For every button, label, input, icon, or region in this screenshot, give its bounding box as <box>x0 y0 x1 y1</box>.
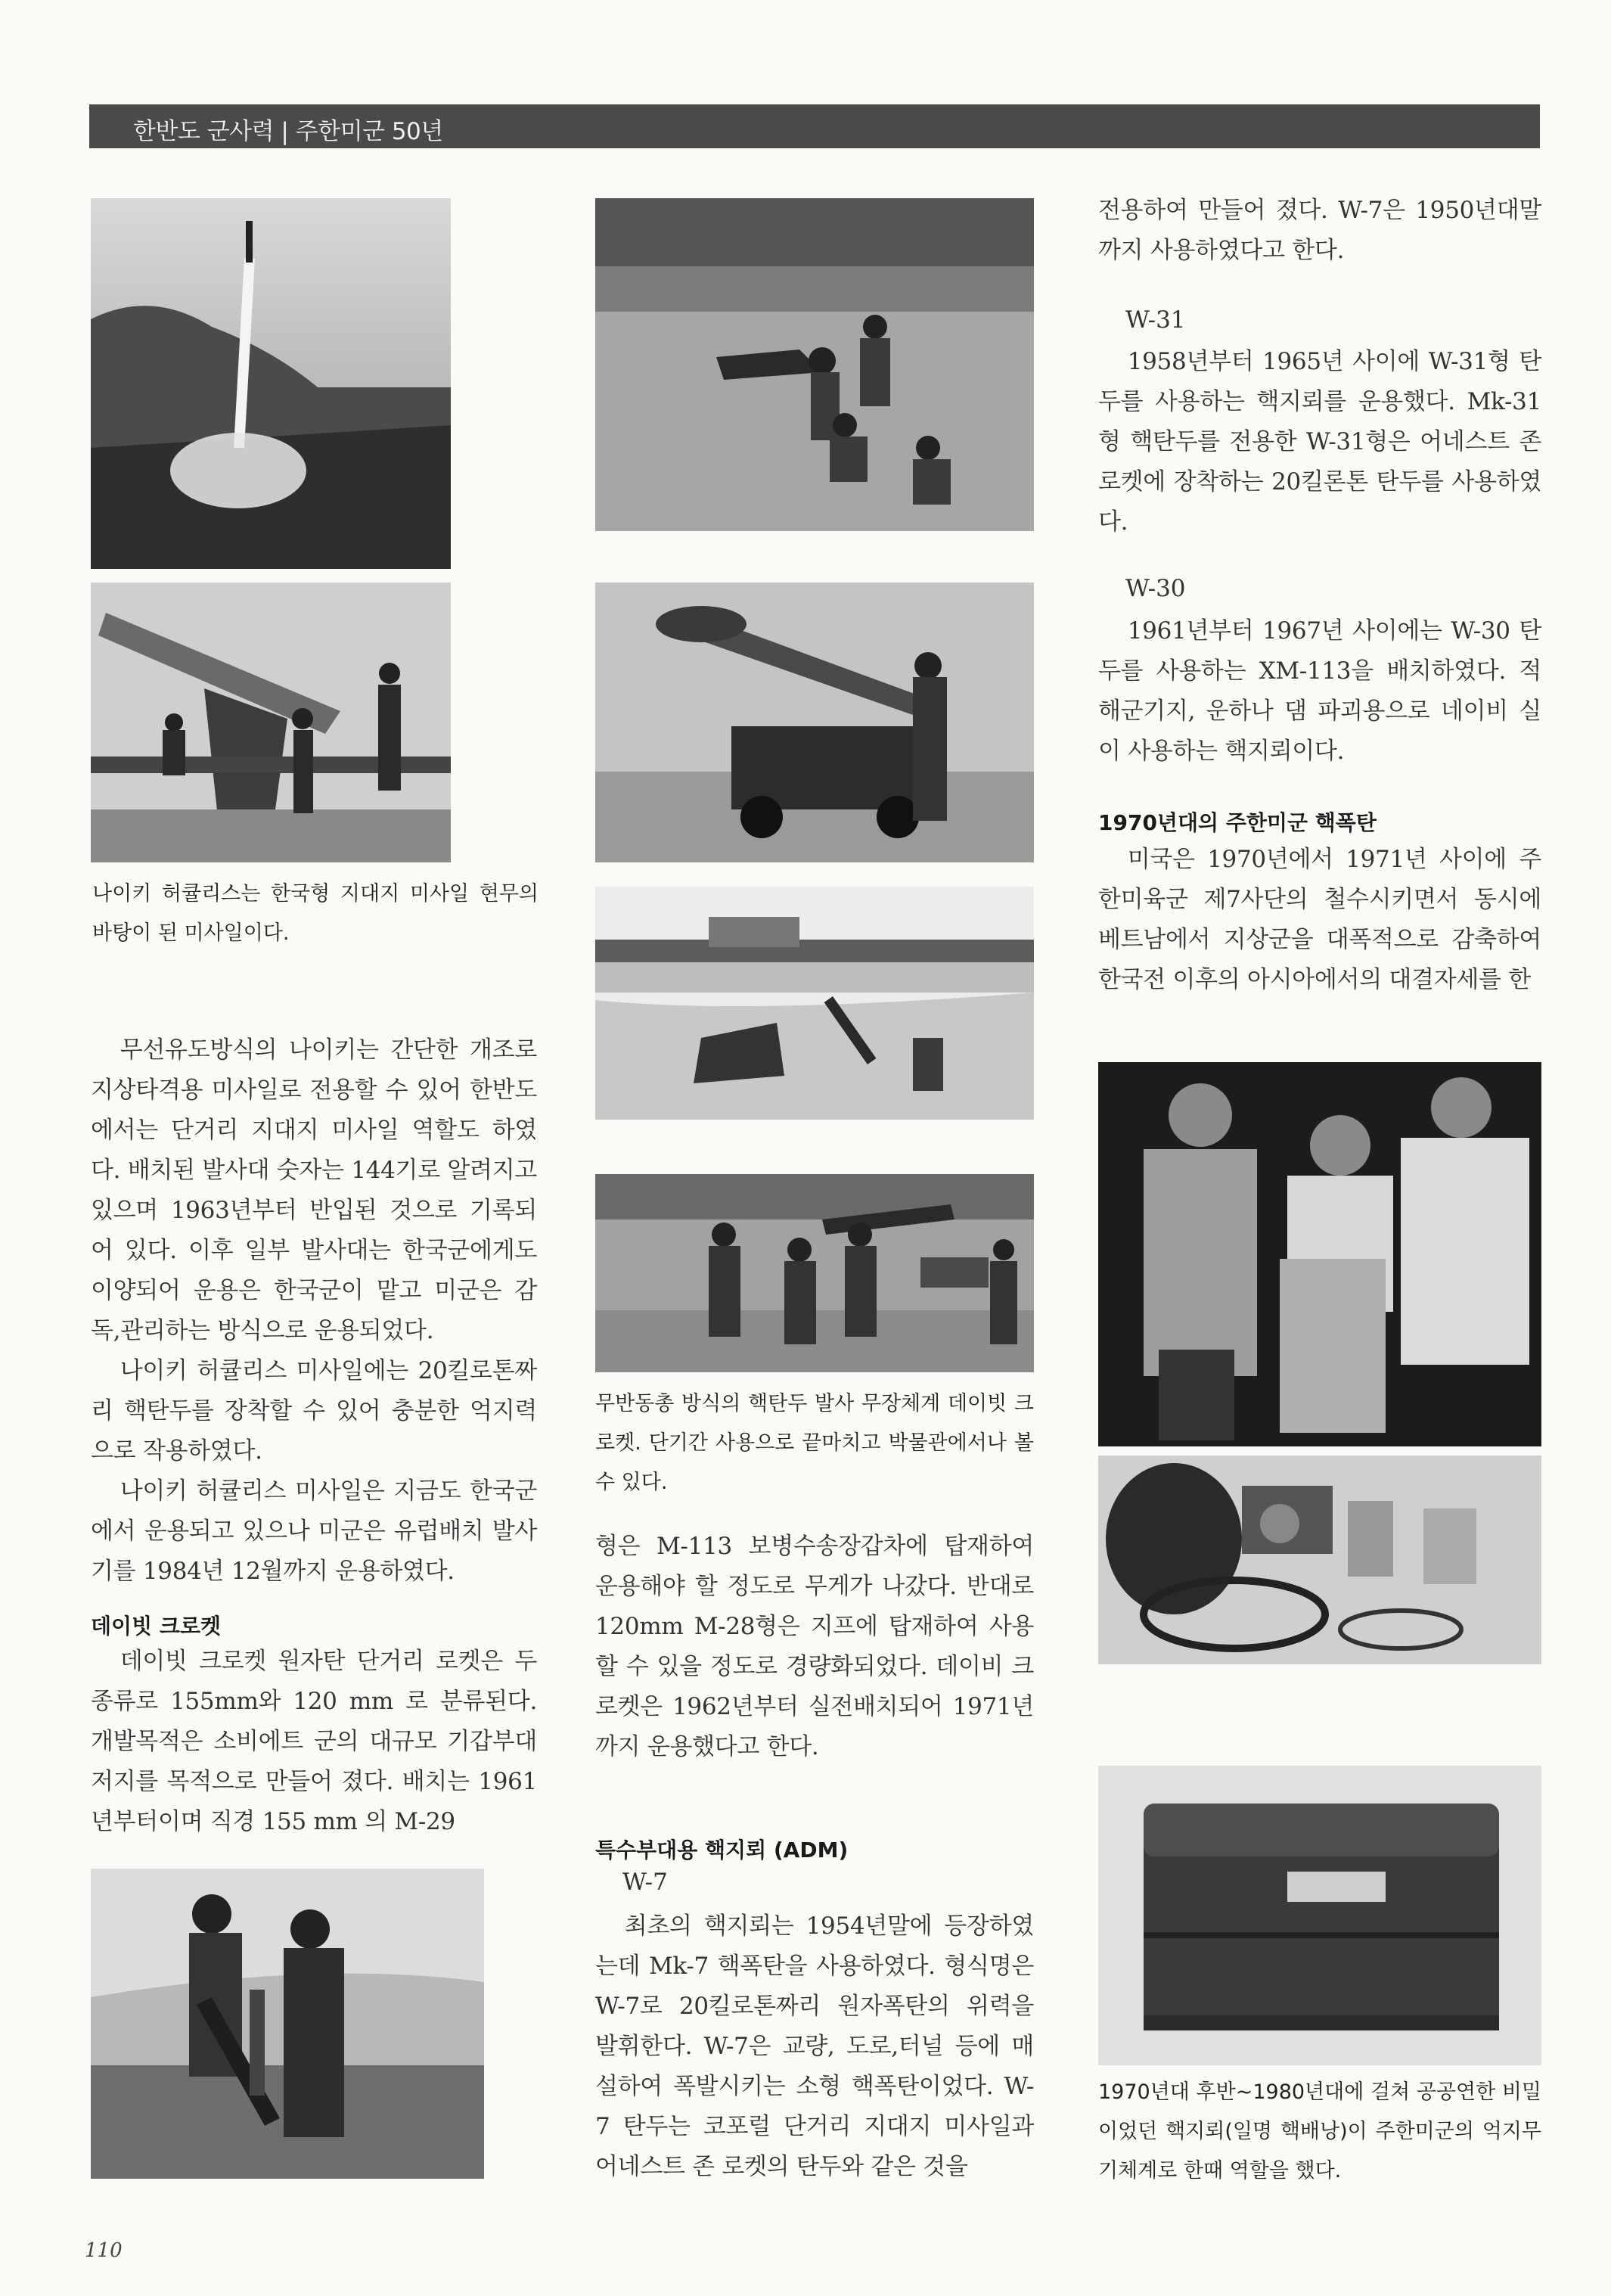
photo-adm-men <box>1098 1062 1541 1446</box>
caption-adm: 1970년대 후반~1980년대에 걸쳐 공공연한 비밀이었던 핵지뢰(일명 핵배낭)이 주한미군의 억지무기체계로 한때 역할을 했다. <box>1098 2080 1541 2183</box>
col3-text <box>1098 191 1541 271</box>
col2-paragraph-1: 형은 M-113 보병수송장갑차에 탑재하여 운용해야 할 정도로 무게가 나갔다. 반대로 120mm M-28형은 지프에 탑재하여 사용할 수 있을 정도로 경량화되었다. 데이비 크로켓은 1962년부터 실전배치되어 1971년까지 운용했다고 한다. <box>595 1533 1034 1760</box>
col1-paragraph-4: 데이빗 크로켓 원자탄 단거리 로켓은 두 종류로 155mm와 120 mm 로 분류된다. 개발목적은 소비에트 군의 대규모 기갑부대 저지를 목적으로 만들어 졌다. 배치는 1961년부터이며 직경 155 mm 의 M-29 <box>91 1648 537 1835</box>
col3-paragraph-1: 전용하여 만들어 졌다. W-7은 1950년대말까지 사용하였다고 한다. <box>1098 197 1541 264</box>
col3-paragraph-2: 1958년부터 1965년 사이에 W-31형 탄두를 사용하는 핵지뢰를 운용했다. Mk-31형 핵탄두를 전용한 W-31형은 어네스트 존 로켓에 장착하는 20킬론톤 탄두를 사용하였다. <box>1098 348 1541 536</box>
col3-text-3 <box>1098 611 1541 772</box>
running-header <box>89 104 1540 148</box>
heading-adm: 특수부대용 핵지뢰 (ADM) <box>595 1838 849 1863</box>
col1-text <box>91 1030 537 1592</box>
col2-paragraph-2: 최초의 핵지뢰는 1954년말에 등장하였는데 Mk-7 핵폭탄을 사용하였다. 형식명은 W-7로 20킬로톤짜리 원자폭탄의 위력을 발휘한다. W-7은 교량, 도로,터널 등에 매설하여 폭발시키는 소형 핵폭탄이었다. W-7 탄두는 코포럴 단거리 지대지 미사일과 어네스트 존 로켓의 탄두와 같은 것을 <box>595 1912 1034 2180</box>
photo-adm-parts <box>1098 1456 1541 1664</box>
col1-paragraph-1: 무선유도방식의 나이키는 간단한 개조로 지상타격용 미사일로 전용할 수 있어 한반도에서는 단거리 지대지 미사일 역할도 하였다. 배치된 발사대 숫자는 144기로 알려지고 있으며 1963년부터 반입된 것으로 기록되어 있다. 이후 일부 발사대는 한국군에게도 이양되어 운용은 한국군이 맡고 미군은 감독,관리하는 방식으로 운용되었다. <box>91 1036 537 1344</box>
photo-crockett-soldiers <box>91 1869 484 2179</box>
col3-paragraph-3: 1961년부터 1967년 사이에는 W-30 탄두를 사용하는 XM-113을 배치하였다. 적 해군기지, 운하나 댐 파괴용으로 네이비 실이 사용하는 핵지뢰이다. <box>1098 617 1541 765</box>
heading-davy-crockett: 데이빗 크로켓 <box>91 1614 222 1639</box>
col3-paragraph-4: 미국은 1970년에서 1971년 사이에 주한미육군 제7사단의 철수시키면서 동시에 베트남에서 지상군을 대폭적으로 감축하여 한국전 이후의 아시아에서의 대결자세를 한 <box>1098 846 1541 993</box>
running-header-title: 한반도 군사력 | 주한미군 50년 <box>133 118 443 145</box>
photo-crockett-jeep <box>595 583 1034 862</box>
label-w7: W-7 <box>622 1869 668 1896</box>
label-w31: W-31 <box>1125 306 1186 334</box>
col3-text-4 <box>1098 840 1541 1000</box>
label-w30: W-30 <box>1125 575 1186 602</box>
col1-paragraph-3: 나이키 허큘리스 미사일은 지금도 한국군에서 운용되고 있으나 미군은 유럽배치 발사기를 1984년 12월까지 운용하였다. <box>91 1477 537 1585</box>
photo-adm-case <box>1098 1766 1541 2065</box>
photo-crockett-field <box>595 198 1034 531</box>
col1-paragraph-2: 나이키 허큘리스 미사일에는 20킬로톤짜리 핵탄두를 장착할 수 있어 충분한 억지력으로 작용하였다. <box>91 1357 537 1465</box>
col1-text-2 <box>91 1642 537 1842</box>
photo-crockett-range <box>595 887 1034 1120</box>
photo-crockett-troops <box>595 1174 1034 1372</box>
heading-1970s: 1970년대의 주한미군 핵폭탄 <box>1098 810 1377 835</box>
photo-nike-launch <box>91 198 451 569</box>
page-number: 110 <box>85 2239 123 2262</box>
col2-text-2 <box>595 1906 1034 2187</box>
col2-text <box>595 1527 1034 1767</box>
col3-text-2 <box>1098 342 1541 542</box>
caption-nike: 나이키 허큘리스는 한국형 지대지 미사일 현무의 바탕이 된 미사일이다. <box>92 882 539 945</box>
caption-crockett: 무반동총 방식의 핵탄두 발사 무장체계 데이빗 크로켓. 단기간 사용으로 끝마치고 박물관에서나 볼 수 있다. <box>595 1392 1034 1494</box>
photo-nike-launcher <box>91 583 451 862</box>
